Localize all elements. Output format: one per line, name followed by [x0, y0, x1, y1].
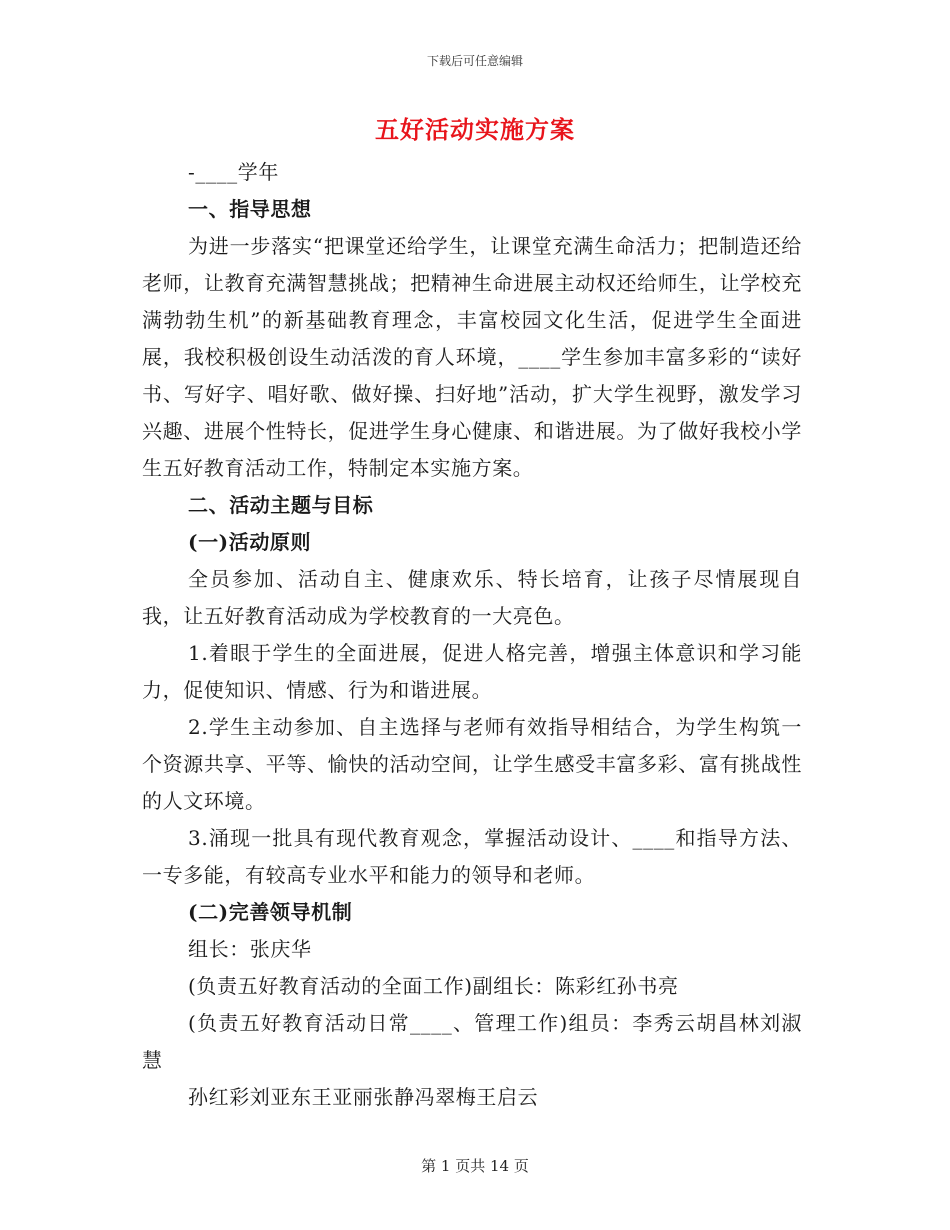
list-item-1: 1.着眼于学生的全面进展，促进人格完善，增强主体意识和学习能力，促使知识、情感、行为和谐进展。	[142, 641, 802, 702]
document-title: 五好活动实施方案	[375, 115, 575, 144]
members-list: 孙红彩刘亚东王亚丽张静冯翠梅王启云	[188, 1085, 539, 1109]
subheading-activity-principles: (一)活动原则	[188, 530, 312, 554]
paragraph-guiding-thought: 为进一步落实“把课堂还给学生，让课堂充满生命活力；把制造还给老师，让教育充满智慧挑战；把精神生命进展主动权还给师生，让学校充满勃勃生机”的新基础教育理念，丰富校园文化生活，促进学生全面进展，我校积极创设生动活泼的育人环境，____学生参加丰富多彩的“读好书、写好字、唱好歌、做好操、扫好地”活动，扩大学生视野，激发学习兴趣、进展个性特长，促进学生身心健康、和谐进展。为了做好我校小学生五好教育活动工作，特制定本实施方案。	[142, 234, 802, 480]
header-note: 下载后可任意编辑	[426, 54, 523, 68]
section-heading-guiding-thought: 一、指导思想	[188, 197, 312, 221]
paragraph-principles: 全员参加、活动自主、健康欢乐、特长培育，让孩子尽情展现自我，让五好教育活动成为学校教育的一大亮色。	[142, 567, 802, 628]
section-heading-theme-goals: 二、活动主题与目标	[188, 493, 374, 517]
document-body	[142, 154, 802, 1116]
school-year-line: -____学年	[188, 160, 279, 184]
list-item-3: 3.涌现一批具有现代教育观念，掌握活动设计、____和指导方法、一专多能，有较高专业水平和能力的领导和老师。	[142, 826, 802, 887]
list-item-2: 2.学生主动参加、自主选择与老师有效指导相结合，为学生构筑一个资源共享、平等、愉快的活动空间，让学生感受丰富多彩、富有挑战性的人文环境。	[142, 715, 802, 813]
deputy-leader-line: (负责五好教育活动的全面工作)副组长：陈彩红孙书亮	[188, 974, 679, 998]
page-footer: 第 1 页共 14 页	[421, 1157, 529, 1175]
team-leader-line: 组长：张庆华	[188, 937, 312, 961]
subheading-leadership: (二)完善领导机制	[188, 900, 353, 924]
members-line: (负责五好教育活动日常____、管理工作)组员：李秀云胡昌林刘淑慧	[142, 1011, 802, 1072]
